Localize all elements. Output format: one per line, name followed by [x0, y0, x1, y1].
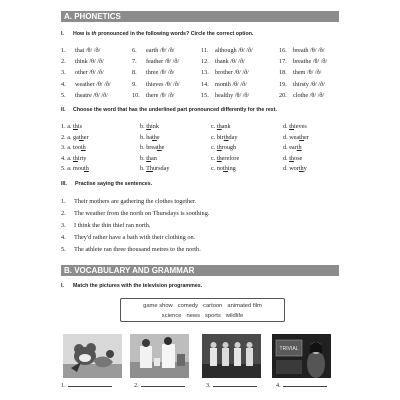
underlined-part: th — [80, 144, 86, 152]
option-text: d. — [283, 123, 290, 131]
odd-one-out-row — [61, 164, 346, 175]
option-text: b. ba — [140, 133, 153, 141]
programme-word: wildlife — [225, 312, 244, 319]
item-number: 1. — [61, 46, 66, 54]
sentence-item — [61, 196, 346, 208]
section-b-question-1-instruction: I. Match the pictures with the television programmes. — [61, 283, 203, 289]
phonetics-item[interactable] — [61, 58, 132, 66]
underlined-part: th — [73, 154, 78, 162]
answer-blank-4[interactable]: 4. — [276, 382, 327, 389]
underlined-part: th — [289, 154, 295, 162]
item-word: them /θ/ /ð/ — [293, 69, 322, 77]
section-b-header: B. VOCABULARY AND GRAMMAR — [61, 265, 339, 276]
phonetics-item[interactable] — [132, 69, 201, 77]
word-option[interactable] — [61, 165, 140, 173]
phonetics-item[interactable] — [132, 47, 201, 55]
odd-one-out-row — [61, 122, 346, 133]
sentence-text: I think the thin thief ran north. — [74, 222, 151, 229]
option-text: 1. a. — [61, 123, 74, 131]
question-2-instruction: II. Choose the word that has the underlined part pronounced differently for the rest. — [61, 107, 277, 113]
item-word: although /θ/ /ð/ — [215, 46, 253, 54]
phonetics-item[interactable] — [201, 69, 279, 77]
item-word: month /θ/ /ð/ — [215, 80, 247, 88]
item-number: 8. — [132, 69, 137, 77]
word-option[interactable] — [283, 165, 346, 173]
underlined-part: th — [73, 123, 78, 131]
item-word: healthy /θ/ /ð/ — [215, 91, 250, 99]
option-text: d. wor — [283, 165, 299, 173]
phonetics-item[interactable] — [279, 81, 346, 89]
odd-one-out-row — [61, 133, 346, 144]
programme-word: comedy — [177, 302, 199, 309]
underlined-part: th — [296, 144, 302, 152]
option-text: ing — [227, 165, 236, 173]
option-text: an — [151, 154, 157, 162]
phonetics-item[interactable] — [61, 92, 132, 100]
phonetics-row — [61, 56, 346, 67]
underlined-part: th — [289, 123, 295, 131]
word-option[interactable] — [211, 144, 283, 152]
phonetics-item[interactable] — [132, 92, 201, 100]
phonetics-item[interactable] — [201, 47, 279, 55]
option-text: erefore — [221, 154, 240, 162]
question-3-instruction: III. Practise saying the sentences. — [61, 181, 153, 187]
sentence-item — [61, 244, 346, 256]
item-number: 6. — [132, 46, 137, 54]
option-text: ieves — [294, 123, 307, 131]
answer-blank-1[interactable]: 1. — [61, 382, 112, 389]
item-number: 16. — [279, 46, 287, 54]
underlined-part: th — [146, 154, 152, 162]
word-option[interactable] — [283, 134, 346, 142]
item-number: 5. — [61, 91, 66, 99]
item-word: weather /θ/ /ð/ — [75, 80, 111, 88]
option-text: ursday — [152, 165, 170, 173]
sentence-number: 5. — [61, 246, 66, 253]
option-text: b. — [140, 123, 147, 131]
item-number: 4. — [61, 80, 66, 88]
practice-sentences — [61, 196, 346, 256]
picture-3-sports — [202, 334, 261, 378]
item-number: 15. — [201, 91, 209, 99]
sentence-number: 2. — [61, 210, 66, 217]
picture-1-cartoon — [63, 334, 122, 378]
programme-word: science — [161, 312, 182, 319]
underlined-part: th — [156, 144, 162, 152]
phonetics-row — [61, 90, 346, 101]
underlined-part: th — [78, 133, 84, 141]
option-text: c. bir — [211, 133, 224, 141]
sentence-text: They'd rather have a bath with their clothing on. — [74, 234, 196, 241]
item-number: 11. — [201, 46, 209, 54]
item-word: thirsty /θ/ /ð/ — [293, 80, 325, 88]
sentence-item — [61, 232, 346, 244]
option-text: 2. a. ga — [61, 133, 79, 141]
phonetics-item[interactable] — [279, 92, 346, 100]
option-text: 3. a. too — [61, 144, 81, 152]
answer-blank-2[interactable]: 2. — [134, 382, 185, 389]
word-option[interactable] — [140, 123, 211, 131]
option-text: b. brea — [140, 144, 157, 152]
item-number: 12. — [201, 57, 209, 65]
sentence-item — [61, 208, 346, 220]
item-word: other /θ/ /ð/ — [75, 69, 104, 77]
tv-screen-text: TRIVIAL — [279, 346, 299, 352]
underlined-part: th — [152, 133, 157, 141]
phonetics-item[interactable] — [61, 47, 132, 55]
sentence-text: The weather from the north on Thursdays is soothing. — [74, 210, 210, 217]
item-word: theatre /θ/ /ð/ — [75, 91, 108, 99]
word-option[interactable] — [140, 144, 211, 152]
word-option[interactable] — [61, 155, 140, 163]
odd-one-out-row — [61, 154, 346, 165]
sentence-number: 3. — [61, 222, 66, 229]
option-text: c. — [211, 144, 217, 152]
sentence-text: Their mothers are gathering the clothes together. — [74, 198, 197, 205]
phonetics-item[interactable] — [201, 58, 279, 66]
option-text: b. — [140, 154, 147, 162]
word-option[interactable] — [283, 155, 346, 163]
option-text: d. — [283, 154, 290, 162]
word-option[interactable] — [61, 144, 140, 152]
word-option[interactable] — [211, 165, 283, 173]
item-number: 2. — [61, 57, 66, 65]
item-number: 19. — [279, 80, 287, 88]
item-number: 3. — [61, 69, 66, 77]
underlined-part: th — [216, 144, 222, 152]
word-option[interactable] — [211, 134, 283, 142]
option-text: b. — [140, 165, 147, 173]
sentence-number: 4. — [61, 234, 66, 241]
option-text: c. — [211, 154, 217, 162]
word-option[interactable] — [61, 134, 140, 142]
item-number: 18. — [279, 69, 287, 77]
item-word: brother /θ/ /ð/ — [215, 69, 249, 77]
word-box-line-2 — [121, 311, 284, 321]
item-number: 17. — [279, 57, 287, 65]
option-text: rough — [221, 144, 237, 152]
underlined-part: th — [223, 133, 229, 141]
picture-4-game-show — [272, 334, 331, 378]
sentence-number: 1. — [61, 198, 66, 205]
option-text: y — [303, 165, 307, 173]
item-number: 14. — [201, 80, 209, 88]
item-word: think /θ/ /ð/ — [75, 57, 104, 65]
word-option[interactable] — [283, 123, 346, 131]
underlined-part: th — [223, 165, 228, 173]
option-text: er — [303, 133, 309, 141]
option-text: ink — [151, 123, 159, 131]
underlined-part: th — [299, 133, 304, 141]
option-text: 5. a. mou — [61, 165, 85, 173]
programme-word: news — [186, 312, 200, 319]
underlined-part: th — [216, 154, 222, 162]
phonetics-item[interactable] — [279, 47, 346, 55]
phonetics-item[interactable] — [61, 81, 132, 89]
phonetics-item[interactable] — [279, 58, 346, 66]
word-option[interactable] — [140, 165, 211, 173]
programme-word: cartoon — [203, 302, 223, 309]
option-text: day — [228, 133, 238, 141]
sentence-item — [61, 220, 346, 232]
option-text: is — [77, 123, 82, 131]
question-1-instruction: I. How is th pronounced in the following words? Circle the correct option. — [61, 31, 254, 37]
programme-word: sports — [205, 312, 221, 319]
section-a-header: A. PHONETICS — [61, 11, 339, 22]
word-box-line-1 — [121, 301, 284, 311]
odd-one-out-grid — [61, 122, 346, 175]
phonetics-item[interactable] — [279, 69, 346, 77]
programme-word: animated film — [227, 302, 262, 309]
picture-2-science — [130, 334, 189, 378]
programme-word: game show — [143, 302, 173, 309]
item-word: that /θ/ /ð/ — [75, 46, 101, 54]
answer-blank-3[interactable]: 3. — [206, 382, 257, 389]
option-text: d. wea — [283, 133, 300, 141]
underlined-part: th — [84, 165, 89, 173]
item-number: 9. — [132, 80, 137, 88]
programme-word-box — [120, 298, 285, 322]
item-word: feather /θ/ /ð/ — [146, 57, 180, 65]
item-word: breathe /θ/ /ð/ — [293, 57, 328, 65]
underlined-part: th — [146, 123, 152, 131]
phonetics-row — [61, 68, 346, 79]
word-option[interactable] — [283, 144, 346, 152]
option-text: d. ear — [283, 144, 297, 152]
phonetics-item[interactable] — [201, 81, 279, 89]
item-number: 10. — [132, 91, 140, 99]
option-text: 4. a. — [61, 154, 74, 162]
item-word: clothe /θ/ /ð/ — [293, 91, 325, 99]
item-word: thieves /θ/ /ð/ — [146, 80, 180, 88]
word-option[interactable] — [61, 123, 140, 131]
option-text: c. no — [211, 165, 224, 173]
option-text: c. — [211, 123, 217, 131]
word-option[interactable] — [140, 155, 211, 163]
word-option[interactable] — [211, 123, 283, 131]
phonetics-row — [61, 79, 346, 90]
item-word: three /θ/ /ð/ — [146, 69, 175, 77]
option-text: ank — [221, 123, 231, 131]
option-text: e — [156, 133, 160, 141]
word-option[interactable] — [140, 134, 211, 142]
phonetics-item[interactable] — [132, 81, 201, 89]
underlined-part: th — [298, 165, 304, 173]
odd-one-out-row — [61, 143, 346, 154]
option-text: irty — [77, 154, 87, 162]
item-number: 20. — [279, 91, 287, 99]
option-text: ose — [294, 154, 303, 162]
item-word: thank /θ/ /ð/ — [215, 57, 245, 65]
phonetics-item[interactable] — [61, 69, 132, 77]
word-option[interactable] — [211, 155, 283, 163]
item-word: there /θ/ /ð/ — [146, 91, 175, 99]
option-text: er — [83, 133, 89, 141]
phonetics-item[interactable] — [201, 92, 279, 100]
phonetics-row — [61, 45, 346, 56]
phonetics-item[interactable] — [132, 58, 201, 66]
underlined-part: th — [216, 123, 222, 131]
sentence-text: The athlete ran three thousand metres to the north. — [74, 246, 201, 253]
item-number: 7. — [132, 57, 137, 65]
option-text: e — [161, 144, 165, 152]
phonetics-word-grid — [61, 45, 346, 101]
item-word: earth /θ/ /ð/ — [146, 46, 175, 54]
item-number: 13. — [201, 69, 209, 77]
item-word: breath /θ/ /ð/ — [293, 46, 325, 54]
underlined-part: Th — [146, 165, 153, 173]
